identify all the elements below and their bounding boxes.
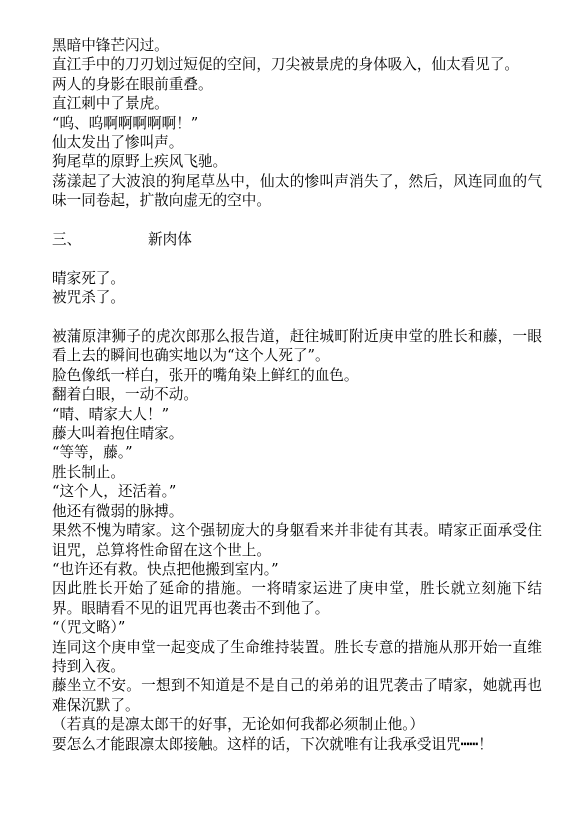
- paragraph: 要怎么才能跟凛太郎接触。这样的话，下次就唯有让我承受诅咒┅┅！: [52, 735, 493, 753]
- paragraph: （若真的是凛太郎干的好事，无论如何我都必须制止他。）: [52, 716, 425, 734]
- paragraph: “这个人，还活着。”: [52, 483, 177, 501]
- paragraph: 果然不愧为晴家。这个强韧庞大的身躯看来并非徒有其表。晴家正面承受住诅咒，总算将性命留在这个世上。: [52, 522, 542, 559]
- paragraph: 被蒲原津狮子的虎次郎那么报告道，赶往城町附近庚申堂的胜长和藤，一眼看上去的瞬间也确实地以为“这个人死了”。: [52, 328, 542, 365]
- paragraph: “等等，藤。”: [52, 444, 133, 462]
- paragraph: 连同这个庚申堂一起变成了生命维持装置。胜长专意的措施从那开始一直维持到入夜。: [52, 638, 542, 675]
- paragraph: 晴家死了。: [52, 269, 125, 287]
- paragraph: 胜长制止。: [52, 463, 125, 481]
- paragraph: 翻着白眼，一动不动。: [52, 386, 198, 404]
- section-number: 三、: [52, 231, 82, 249]
- section-title: 新肉体: [148, 231, 192, 249]
- paragraph: 被咒杀了。: [52, 289, 125, 307]
- paragraph: 直江刺中了景虎。: [52, 95, 169, 113]
- blank-line: [52, 211, 542, 230]
- paragraph: 狗尾草的原野上疾风飞驰。: [52, 153, 228, 171]
- paragraph: “晴、晴家大人！”: [52, 405, 170, 423]
- paragraph: “（咒文略）”: [52, 619, 126, 637]
- section-heading: [52, 230, 542, 249]
- paragraph: 藤大叫着抱住晴家。: [52, 425, 184, 443]
- paragraph: “呜、呜啊啊啊啊啊！”: [52, 114, 199, 132]
- paragraph: “也许还有救。快点把他搬到室内。”: [52, 560, 279, 578]
- paragraph: 仙太发出了惨叫声。: [52, 134, 184, 152]
- paragraph: 直江手中的刀刃划过短促的空间，刀尖被景虎的身体吸入，仙太看见了。: [52, 56, 520, 74]
- document-page: [52, 36, 542, 754]
- blank-line: [52, 308, 542, 327]
- paragraph: 黑暗中锋芒闪过。: [52, 37, 169, 54]
- paragraph: 他还有微弱的脉搏。: [52, 502, 184, 520]
- paragraph: 两人的身影在眼前重叠。: [52, 75, 213, 93]
- paragraph: 藤坐立不安。一想到不知道是不是自己的弟弟的诅咒袭击了晴家，她就再也难保沉默了。: [52, 677, 542, 714]
- blank-line: [52, 249, 542, 268]
- paragraph: 荡漾起了大波浪的狗尾草丛中，仙太的惨叫声消失了，然后，风连同血的气味一同卷起，扩散向虚无的空中。: [52, 172, 542, 210]
- paragraph: 因此胜长开始了延命的措施。一将晴家运进了庚申堂，胜长就立刻施下结界。眼睛看不见的诅咒再也袭击不到他了。: [52, 580, 542, 617]
- paragraph: 脸色像纸一样白，张开的嘴角染上鲜红的血色。: [52, 366, 359, 384]
